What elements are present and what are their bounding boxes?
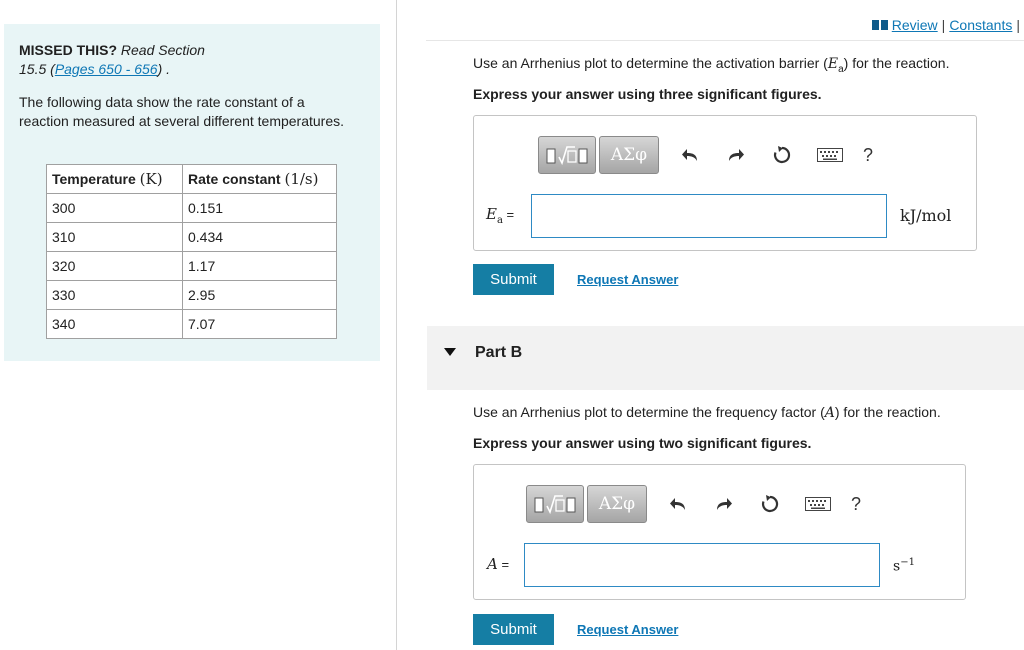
a-unit: $s^{-1}$ [893,557,915,575]
help-button[interactable]: ? [863,144,874,165]
reset-icon[interactable] [771,144,793,166]
constants-link[interactable]: Constants [949,17,1013,33]
table-cell: 330 [47,281,183,310]
table-cell: 2.95 [183,281,337,310]
part-b-toolbar [526,485,861,523]
table-row [47,252,337,281]
reset-icon[interactable] [759,493,781,515]
templates-button[interactable] [526,485,584,523]
templates-button[interactable] [538,136,596,174]
redo-icon[interactable] [725,144,747,166]
part-b-request-answer-link[interactable]: Request Answer [577,622,679,637]
missed-this-panel [4,24,380,361]
part-a-prompt: Use an Arrhenius plot to determine the activation barrier $(E_a)$ for the reaction. [473,55,950,75]
part-b-answer-box [473,464,966,600]
part-a-toolbar [538,136,873,174]
column-divider [396,0,397,650]
table-cell: 7.07 [183,310,337,339]
table-cell: 300 [47,194,183,223]
rate-constant-table [46,164,337,339]
part-b-title: Part B [475,344,523,361]
link-separator: | [1016,17,1020,33]
part-a-instruction: Express your answer using three significant figures. [473,86,822,102]
table-row [47,223,337,252]
redo-icon[interactable] [713,493,735,515]
undo-icon[interactable] [667,493,689,515]
ea-answer-input[interactable] [531,194,887,238]
part-b-submit-button[interactable]: Submit [473,614,554,645]
part-a-answer-box [473,115,977,251]
keyboard-icon[interactable] [817,144,843,166]
ea-unit: kJ/mol [900,206,952,225]
table-cell: 310 [47,223,183,252]
table-cell: 1.17 [183,252,337,281]
table-cell: 320 [47,252,183,281]
table-header-row [47,165,337,194]
book-icon [872,20,888,30]
part-a-submit-button[interactable]: Submit [473,264,554,295]
help-button[interactable]: ? [851,493,862,514]
keyboard-icon[interactable] [805,493,831,515]
section-ref: 15.5 ( [19,61,55,77]
review-constants-bar [872,17,1024,33]
review-link[interactable]: Review [891,17,938,33]
collapse-triangle-icon[interactable] [444,348,456,356]
table-row [47,281,337,310]
header-divider [426,40,1024,41]
templates-icon [545,143,589,167]
section-ref-end: ) . [157,61,171,77]
part-b-instruction: Express your answer using two significant figures. [473,435,812,451]
part-b-prompt: Use an Arrhenius plot to determine the frequency factor (A) for the reaction. [473,404,941,421]
link-separator: | [941,17,946,33]
part-b-header[interactable] [427,326,1024,390]
table-row [47,310,337,339]
rate-constant-header: Rate constant (1/s) [183,165,337,194]
problem-description: The following data show the rate constant of a reaction measured at several different temperatures. [19,94,345,129]
a-label: A = [487,555,510,573]
undo-icon[interactable] [679,144,701,166]
a-answer-input[interactable] [524,543,880,587]
pages-link[interactable]: Pages 650 - 656 [54,61,158,77]
greek-symbols-button[interactable]: ΑΣφ [587,485,647,523]
table-cell: 0.151 [183,194,337,223]
table-cell: 340 [47,310,183,339]
table-row [47,194,337,223]
temperature-header: Temperature (K) [47,165,183,194]
missed-this-text [19,41,205,79]
ea-label: $E_a$ = [486,205,515,226]
part-a-request-answer-link[interactable]: Request Answer [577,272,679,287]
templates-icon [533,492,577,516]
greek-symbols-button[interactable]: ΑΣφ [599,136,659,174]
table-cell: 0.434 [183,223,337,252]
read-section-label: Read Section [120,42,205,58]
missed-this-label: MISSED THIS? [19,42,118,58]
